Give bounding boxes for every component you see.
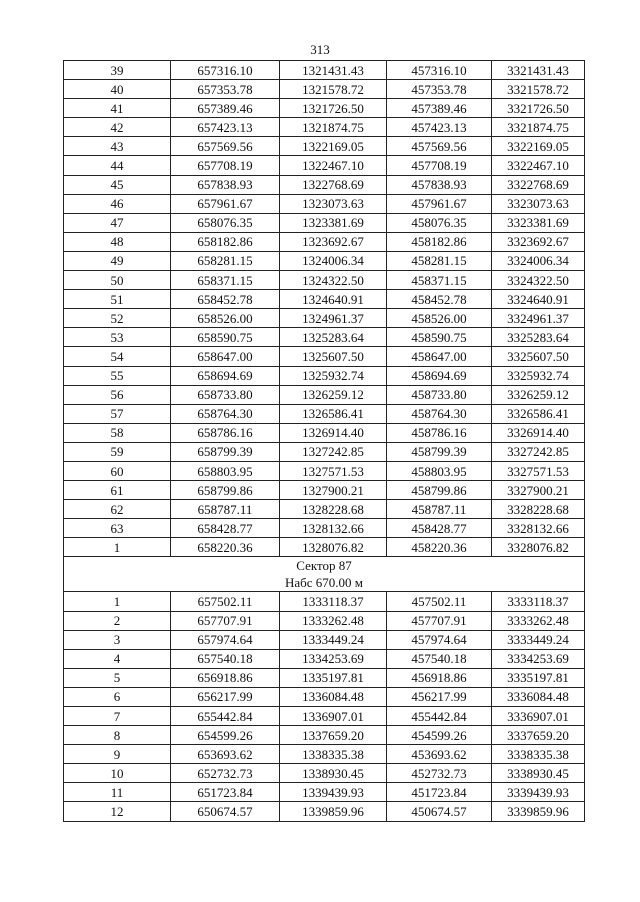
y-coord-cell: 1326259.12 [280,385,387,404]
x-coord-cell: 658799.86 [171,481,280,500]
x-local-cell: 457569.56 [387,137,492,156]
x-coord-cell: 657353.78 [171,80,280,99]
y-coord-cell: 1336907.01 [280,707,387,726]
table-row [64,668,585,687]
table-row [64,481,585,500]
y-local-cell: 3326586.41 [492,404,585,423]
table-row [64,764,585,783]
y-coord-cell: 1327242.85 [280,442,387,461]
x-local-cell: 457707.91 [387,611,492,630]
x-coord-cell: 657569.56 [171,137,280,156]
x-local-cell: 458220.36 [387,538,492,557]
x-coord-cell: 658694.69 [171,366,280,385]
x-coord-cell: 657974.64 [171,630,280,649]
table-row [64,99,585,118]
x-local-cell: 458428.77 [387,519,492,538]
y-coord-cell: 1326914.40 [280,423,387,442]
point-number-cell: 10 [64,764,171,783]
table-row [64,347,585,366]
table-row [64,328,585,347]
y-local-cell: 3321578.72 [492,80,585,99]
table-row [64,611,585,630]
x-coord-cell: 658799.39 [171,442,280,461]
x-local-cell: 458371.15 [387,271,492,290]
y-local-cell: 3323692.67 [492,232,585,251]
y-local-cell: 3321726.50 [492,99,585,118]
table-row [64,519,585,538]
y-coord-cell: 1321431.43 [280,61,387,80]
x-coord-cell: 657707.91 [171,611,280,630]
y-local-cell: 3324006.34 [492,251,585,270]
x-local-cell: 451723.84 [387,783,492,802]
x-coord-cell: 654599.26 [171,726,280,745]
point-number-cell: 3 [64,630,171,649]
table-row [64,783,585,802]
table-row [64,251,585,270]
x-local-cell: 458803.95 [387,461,492,480]
x-coord-cell: 658076.35 [171,213,280,232]
y-local-cell: 3328228.68 [492,500,585,519]
y-local-cell: 3323381.69 [492,213,585,232]
table-row [64,290,585,309]
point-number-cell: 52 [64,309,171,328]
x-local-cell: 457708.19 [387,156,492,175]
table-row [64,156,585,175]
y-local-cell: 3335197.81 [492,668,585,687]
x-local-cell: 458590.75 [387,328,492,347]
x-coord-cell: 656918.86 [171,668,280,687]
coordinates-table [63,60,585,822]
point-number-cell: 6 [64,687,171,706]
y-coord-cell: 1337659.20 [280,726,387,745]
point-number-cell: 5 [64,668,171,687]
table-row [64,61,585,80]
y-coord-cell: 1326586.41 [280,404,387,423]
point-number-cell: 39 [64,61,171,80]
y-local-cell: 3324640.91 [492,290,585,309]
y-local-cell: 3338930.45 [492,764,585,783]
y-local-cell: 3324961.37 [492,309,585,328]
table-row [64,630,585,649]
y-coord-cell: 1321874.75 [280,118,387,137]
y-coord-cell: 1325283.64 [280,328,387,347]
point-number-cell: 11 [64,783,171,802]
x-local-cell: 458076.35 [387,213,492,232]
point-number-cell: 43 [64,137,171,156]
x-local-cell: 458182.86 [387,232,492,251]
x-coord-cell: 657838.93 [171,175,280,194]
x-coord-cell: 652732.73 [171,764,280,783]
x-coord-cell: 658182.86 [171,232,280,251]
table-row [64,707,585,726]
x-coord-cell: 658647.00 [171,347,280,366]
point-number-cell: 47 [64,213,171,232]
table-row [64,404,585,423]
x-local-cell: 455442.84 [387,707,492,726]
table-row [64,80,585,99]
y-coord-cell: 1322768.69 [280,175,387,194]
y-coord-cell: 1324961.37 [280,309,387,328]
y-local-cell: 3325932.74 [492,366,585,385]
y-local-cell: 3338335.38 [492,745,585,764]
point-number-cell: 55 [64,366,171,385]
x-coord-cell: 658220.36 [171,538,280,557]
table-row [64,442,585,461]
x-local-cell: 452732.73 [387,764,492,783]
point-number-cell: 59 [64,442,171,461]
point-number-cell: 62 [64,500,171,519]
x-local-cell: 450674.57 [387,802,492,821]
x-coord-cell: 658281.15 [171,251,280,270]
x-coord-cell: 658733.80 [171,385,280,404]
y-coord-cell: 1327900.21 [280,481,387,500]
point-number-cell: 42 [64,118,171,137]
sector-title: Сектор 87 [296,558,352,574]
x-local-cell: 456918.86 [387,668,492,687]
table-row [64,538,585,557]
point-number-cell: 61 [64,481,171,500]
x-coord-cell: 658452.78 [171,290,280,309]
x-local-cell: 457389.46 [387,99,492,118]
y-local-cell: 3327900.21 [492,481,585,500]
y-local-cell: 3328076.82 [492,538,585,557]
point-number-cell: 8 [64,726,171,745]
y-local-cell: 3321431.43 [492,61,585,80]
y-local-cell: 3324322.50 [492,271,585,290]
table-row [64,271,585,290]
y-local-cell: 3327242.85 [492,442,585,461]
point-number-cell: 1 [64,538,171,557]
x-local-cell: 457423.13 [387,118,492,137]
x-coord-cell: 658803.95 [171,461,280,480]
sector-header-row [64,557,585,592]
point-number-cell: 50 [64,271,171,290]
x-coord-cell: 657961.67 [171,194,280,213]
point-number-cell: 54 [64,347,171,366]
y-coord-cell: 1338930.45 [280,764,387,783]
table-row [64,592,585,611]
y-local-cell: 3333118.37 [492,592,585,611]
x-local-cell: 457316.10 [387,61,492,80]
table-row [64,745,585,764]
table-row [64,309,585,328]
table-row [64,118,585,137]
y-coord-cell: 1336084.48 [280,687,387,706]
y-local-cell: 3333262.48 [492,611,585,630]
y-coord-cell: 1325932.74 [280,366,387,385]
y-coord-cell: 1328228.68 [280,500,387,519]
table-row [64,213,585,232]
point-number-cell: 57 [64,404,171,423]
table-row [64,194,585,213]
point-number-cell: 4 [64,649,171,668]
x-coord-cell: 657389.46 [171,99,280,118]
sector-height: Набс 670.00 м [284,575,364,591]
y-coord-cell: 1338335.38 [280,745,387,764]
table-row [64,726,585,745]
x-local-cell: 457838.93 [387,175,492,194]
point-number-cell: 9 [64,745,171,764]
x-local-cell: 458281.15 [387,251,492,270]
y-local-cell: 3322768.69 [492,175,585,194]
x-local-cell: 457974.64 [387,630,492,649]
y-coord-cell: 1325607.50 [280,347,387,366]
y-coord-cell: 1321726.50 [280,99,387,118]
y-coord-cell: 1323692.67 [280,232,387,251]
y-coord-cell: 1324322.50 [280,271,387,290]
point-number-cell: 12 [64,802,171,821]
y-coord-cell: 1324640.91 [280,290,387,309]
table-row [64,366,585,385]
table-row [64,649,585,668]
x-coord-cell: 658526.00 [171,309,280,328]
x-coord-cell: 651723.84 [171,783,280,802]
x-local-cell: 453693.62 [387,745,492,764]
point-number-cell: 2 [64,611,171,630]
x-coord-cell: 658787.11 [171,500,280,519]
point-number-cell: 40 [64,80,171,99]
point-number-cell: 46 [64,194,171,213]
y-local-cell: 3336907.01 [492,707,585,726]
x-local-cell: 458647.00 [387,347,492,366]
y-local-cell: 3333449.24 [492,630,585,649]
y-local-cell: 3321874.75 [492,118,585,137]
point-number-cell: 58 [64,423,171,442]
table-row [64,461,585,480]
sector-header-body [64,557,585,592]
x-coord-cell: 657540.18 [171,649,280,668]
x-local-cell: 458799.86 [387,481,492,500]
y-local-cell: 3337659.20 [492,726,585,745]
table-row [64,687,585,706]
y-local-cell: 3327571.53 [492,461,585,480]
y-local-cell: 3322169.05 [492,137,585,156]
x-local-cell: 458799.39 [387,442,492,461]
x-local-cell: 458452.78 [387,290,492,309]
y-coord-cell: 1339439.93 [280,783,387,802]
y-coord-cell: 1328132.66 [280,519,387,538]
x-coord-cell: 657423.13 [171,118,280,137]
x-local-cell: 458733.80 [387,385,492,404]
y-coord-cell: 1335197.81 [280,668,387,687]
page-number: 313 [310,42,330,57]
x-coord-cell: 657316.10 [171,61,280,80]
y-local-cell: 3325283.64 [492,328,585,347]
table-row [64,175,585,194]
table-row [64,423,585,442]
y-local-cell: 3326914.40 [492,423,585,442]
table-row [64,137,585,156]
y-coord-cell: 1328076.82 [280,538,387,557]
coordinates-table-body-top [64,61,585,557]
point-number-cell: 45 [64,175,171,194]
y-local-cell: 3325607.50 [492,347,585,366]
x-coord-cell: 653693.62 [171,745,280,764]
table-row [64,232,585,251]
x-coord-cell: 650674.57 [171,802,280,821]
point-number-cell: 60 [64,461,171,480]
x-local-cell: 457502.11 [387,592,492,611]
y-coord-cell: 1334253.69 [280,649,387,668]
point-number-cell: 63 [64,519,171,538]
y-coord-cell: 1324006.34 [280,251,387,270]
x-coord-cell: 658371.15 [171,271,280,290]
point-number-cell: 51 [64,290,171,309]
coordinates-table-body-bottom [64,592,585,821]
x-coord-cell: 655442.84 [171,707,280,726]
point-number-cell: 56 [64,385,171,404]
y-local-cell: 3323073.63 [492,194,585,213]
point-number-cell: 44 [64,156,171,175]
x-coord-cell: 657708.19 [171,156,280,175]
x-coord-cell: 658428.77 [171,519,280,538]
y-coord-cell: 1323073.63 [280,194,387,213]
y-local-cell: 3326259.12 [492,385,585,404]
x-coord-cell: 658786.16 [171,423,280,442]
x-local-cell: 457540.18 [387,649,492,668]
x-coord-cell: 657502.11 [171,592,280,611]
x-local-cell: 458764.30 [387,404,492,423]
x-local-cell: 456217.99 [387,687,492,706]
x-local-cell: 458694.69 [387,366,492,385]
y-coord-cell: 1327571.53 [280,461,387,480]
x-local-cell: 454599.26 [387,726,492,745]
y-local-cell: 3336084.48 [492,687,585,706]
point-number-cell: 48 [64,232,171,251]
y-local-cell: 3339859.96 [492,802,585,821]
point-number-cell: 53 [64,328,171,347]
y-coord-cell: 1333449.24 [280,630,387,649]
y-coord-cell: 1333118.37 [280,592,387,611]
x-coord-cell: 656217.99 [171,687,280,706]
y-coord-cell: 1321578.72 [280,80,387,99]
x-local-cell: 458526.00 [387,309,492,328]
y-coord-cell: 1322169.05 [280,137,387,156]
y-coord-cell: 1339859.96 [280,802,387,821]
x-local-cell: 457961.67 [387,194,492,213]
x-local-cell: 458787.11 [387,500,492,519]
y-coord-cell: 1322467.10 [280,156,387,175]
point-number-cell: 7 [64,707,171,726]
point-number-cell: 1 [64,592,171,611]
x-local-cell: 458786.16 [387,423,492,442]
y-local-cell: 3322467.10 [492,156,585,175]
table-row [64,385,585,404]
sector-header-cell [64,557,585,592]
table-row [64,802,585,821]
x-local-cell: 457353.78 [387,80,492,99]
y-local-cell: 3339439.93 [492,783,585,802]
y-local-cell: 3334253.69 [492,649,585,668]
point-number-cell: 41 [64,99,171,118]
y-coord-cell: 1323381.69 [280,213,387,232]
y-coord-cell: 1333262.48 [280,611,387,630]
y-local-cell: 3328132.66 [492,519,585,538]
x-coord-cell: 658764.30 [171,404,280,423]
table-row [64,500,585,519]
point-number-cell: 49 [64,251,171,270]
x-coord-cell: 658590.75 [171,328,280,347]
